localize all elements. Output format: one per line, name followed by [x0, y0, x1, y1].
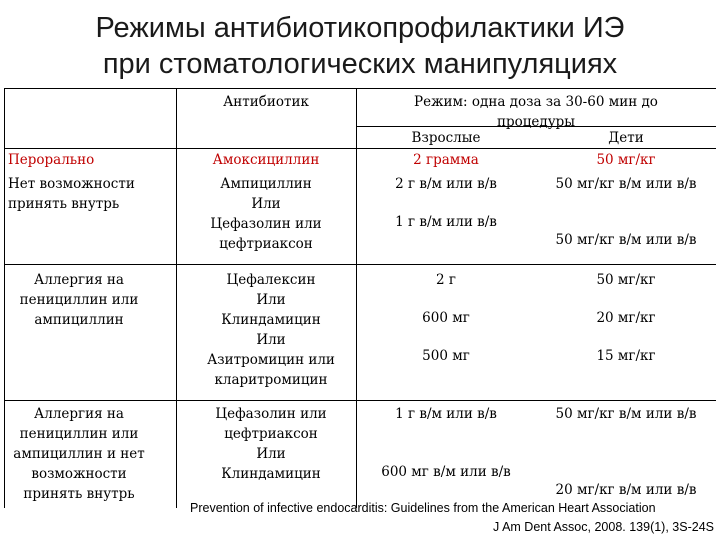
row2-situation: Аллергия на пенициллин или ампициллин [19, 272, 139, 328]
slide-title [0, 10, 720, 82]
header-antibiotic: Антибиотик [223, 94, 309, 110]
row2-child-dose-3: 15 мг/кг [596, 348, 656, 364]
row1-adult-dose-3: 1 г в/м или в/в [395, 214, 497, 230]
header-adults: Взрослые [411, 130, 481, 146]
row2-adult-dose-3: 500 мг [422, 348, 470, 364]
row1-situation-oral: Перорально [8, 152, 95, 168]
header-children: Дети [608, 130, 644, 146]
row1-adult-dose-1: 2 грамма [413, 152, 479, 168]
row3-child-dose-1: 50 мг/кг в/м или в/в [555, 406, 697, 422]
reference-citation: Prevention of infective endocarditis: Guidelines from the American Heart Association [190, 501, 656, 515]
title-line-1: Режимы антибиотикопрофилактики ИЭ [95, 12, 625, 44]
row2-antibiotics: Цефалексин Или Клиндамицин Или Азитромицин или кларитромицин [207, 272, 335, 388]
row-divider-2 [4, 400, 716, 401]
regimen-table [4, 88, 716, 508]
row1-child-dose-2: 50 мг/кг в/м или в/в [555, 176, 697, 192]
row1-adult-dose-2: 2 г в/м или в/в [395, 176, 497, 192]
row2-child-dose-2: 20 мг/кг [596, 310, 656, 326]
row2-child-dose-1: 50 мг/кг [596, 272, 656, 288]
row1-child-dose-1: 50 мг/кг [596, 152, 656, 168]
row1-child-dose-3: 50 мг/кг в/м или в/в [555, 232, 697, 248]
row3-adult-dose-1: 1 г в/м или в/в [395, 406, 497, 422]
row3-situation: Аллергия на пенициллин или ампициллин и нет возможности принять внутрь [13, 406, 145, 502]
row1-situation-no-oral: Нет возможности принять внутрь [8, 176, 135, 212]
header-bottom-line [4, 148, 716, 149]
row2-adult-dose-2: 600 мг [422, 310, 470, 326]
row3-child-dose-2: 20 мг/кг в/м или в/в [555, 482, 697, 498]
row-divider-1 [4, 264, 716, 265]
row2-adult-dose-1: 2 г [436, 272, 456, 288]
header-regimen: Режим: одна доза за 30-60 мин до процедуры [414, 94, 658, 130]
row1-antibiotic-alternatives: Ампициллин Или Цефазолин или цефтриаксон [210, 176, 322, 252]
reference-journal: J Am Dent Assoc, 2008. 139(1), 3S-24S [493, 520, 714, 534]
title-line-2: при стоматологических манипуляциях [102, 48, 618, 80]
row3-antibiotics: Цефазолин или цефтриаксон Или Клиндамицин [215, 406, 327, 482]
row1-antibiotic-amoxicillin: Амоксициллин [212, 152, 320, 168]
table-border-top [4, 88, 716, 89]
row3-adult-dose-2: 600 мг в/м или в/в [381, 464, 511, 480]
